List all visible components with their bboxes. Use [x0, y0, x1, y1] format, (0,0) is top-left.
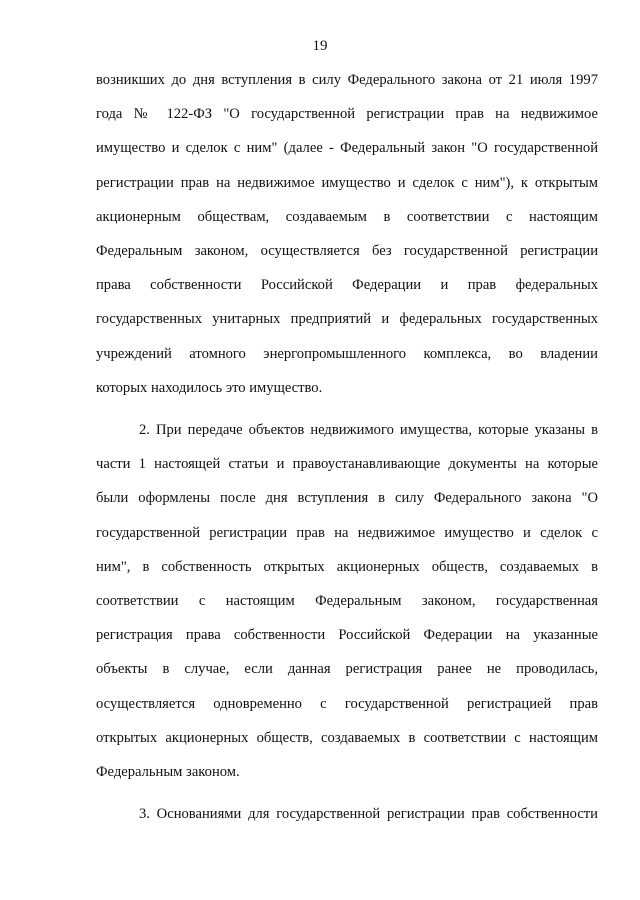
text-line: соответствии с настоящим Федеральным законом, государственная [96, 592, 598, 609]
text-line: государственных унитарных предприятий и федеральных государственных [96, 311, 598, 328]
text-line: 3. Основаниями для государственной регистрации прав собственности [139, 806, 598, 822]
text-line: Федеральным законом. [96, 763, 240, 780]
text-line: регистрации прав на недвижимое имущество и сделок с ним"), к открытым [96, 174, 598, 191]
text-line: были оформлены после дня вступления в силу Федерального закона "О [96, 490, 598, 507]
text-line: права собственности Российской Федерации и прав федеральных [96, 277, 598, 294]
paragraph-continuation [96, 71, 598, 413]
text-line: акционерным обществам, создаваемым в соответствии с настоящим [96, 208, 598, 225]
text-line: ним", в собственность открытых акционерных обществ, создаваемых в [96, 558, 598, 575]
text-line: которых находилось это имущество. [96, 379, 323, 396]
text-line: регистрация права собственности Российской Федерации на указанные [96, 627, 598, 644]
text-line: учреждений атомного энергопромышленного комплекса, во владении [96, 345, 598, 362]
paragraph-2 [96, 421, 598, 797]
text-line: государственной регистрации прав на недвижимое имущество и сделок с [96, 524, 598, 541]
text-line: Федеральным законом, осуществляется без государственной регистрации [96, 242, 598, 259]
text-line: 2. При передаче объектов недвижимого имущества, которые указаны в [139, 422, 598, 438]
page-number: 19 [312, 38, 328, 54]
text-line: объекты в случае, если данная регистрация ранее не проводилась, [96, 661, 598, 678]
text-line: года № 122-ФЗ "О государственной регистрации прав на недвижимое [96, 106, 598, 123]
paragraph-3 [96, 805, 598, 839]
text-line: открытых акционерных обществ, создаваемых в соответствии с настоящим [96, 729, 598, 746]
text-line: имущество и сделок с ним" (далее - Федеральный закон "О государственной [96, 140, 598, 157]
text-line: осуществляется одновременно с государственной регистрацией прав [96, 695, 598, 712]
text-line: возникших до дня вступления в силу Федерального закона от 21 июля 1997 [96, 72, 598, 88]
text-line: части 1 настоящей статьи и правоустанавливающие документы на которые [96, 456, 598, 473]
